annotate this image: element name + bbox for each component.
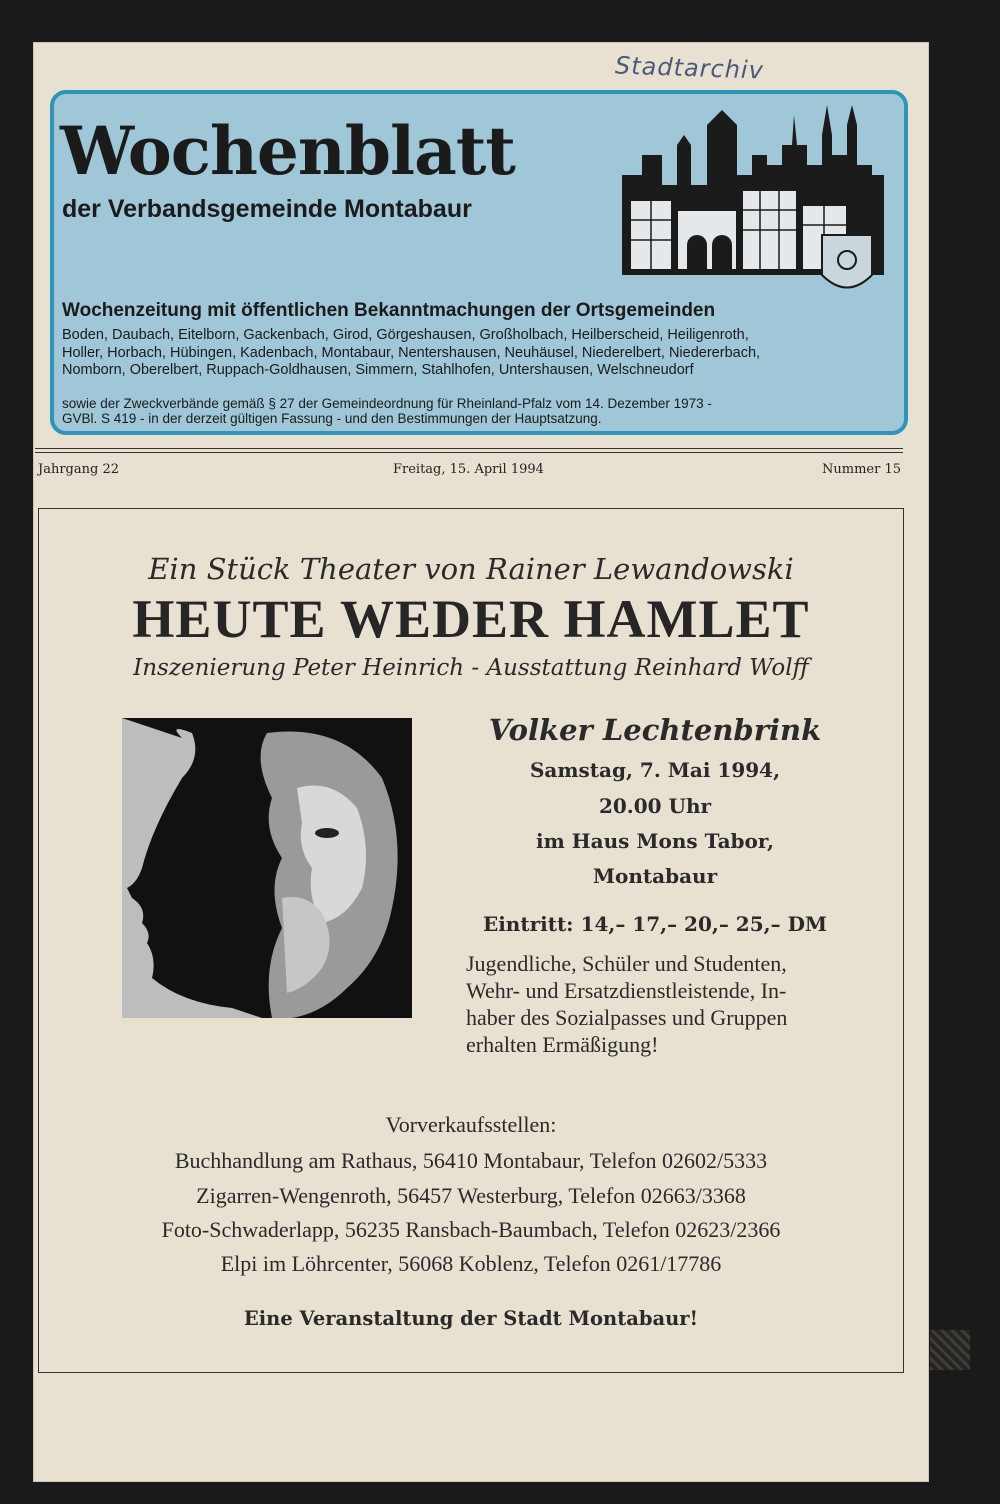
reduction-note-line: Jugendliche, Schüler und Studenten, <box>466 951 787 976</box>
presale-outlet: Buchhandlung am Rathaus, 56410 Montabaur, Telefon 02602/5333 <box>174 1148 768 1173</box>
event-time: 20.00 Uhr <box>598 794 712 818</box>
presale-outlet: Elpi im Löhrcenter, 56068 Koblenz, Telefon 0261/17786 <box>220 1251 722 1276</box>
town-list <box>62 327 892 380</box>
reduction-note <box>466 950 876 1058</box>
handwritten-annotation: Stadtarchiv <box>614 51 765 85</box>
town-skyline-icon <box>622 105 892 305</box>
event-date: Samstag, 7. Mai 1994, <box>529 758 781 782</box>
masthead-subtitle: der Verbandsgemeinde Montabaur <box>62 195 472 223</box>
presale-outlet: Zigarren-Wengenroth, 56457 Westerburg, Telefon 02663/3368 <box>196 1183 746 1208</box>
header-rule-top <box>35 448 903 449</box>
edge-pattern-decoration <box>930 1330 970 1370</box>
presale-heading: Vorverkaufsstellen: <box>385 1112 557 1137</box>
organizer-line: Eine Veranstaltung der Stadt Montabaur! <box>243 1307 699 1330</box>
legal-note <box>62 396 892 426</box>
event-city: Montabaur <box>592 864 718 888</box>
issue-number: Nummer 15 <box>822 462 901 477</box>
masthead-title: Wochenblatt <box>60 112 515 190</box>
ad-author-line: Ein Stück Theater von Rainer Lewandowski <box>148 552 794 586</box>
issue-volume: Jahrgang 22 <box>38 462 119 477</box>
town-list-line: Holler, Horbach, Hübingen, Kadenbach, Montabaur, Nentershausen, Neuhäusel, Niederelbert, Niedererbach, <box>62 344 761 361</box>
ad-credits: Inszenierung Peter Heinrich - Ausstattung Reinhard Wolff <box>133 655 809 681</box>
issue-date: Freitag, 15. April 1994 <box>393 462 544 477</box>
reduction-note-line: erhalten Ermäßigung! <box>466 1032 659 1057</box>
admission-prices: Eintritt: 14,– 17,– 20,– 25,– DM <box>482 912 828 936</box>
town-list-line: Boden, Daubach, Eitelborn, Gackenbach, Girod, Görgeshausen, Großholbach, Heilberscheid, Heiligenroth, <box>62 327 749 343</box>
reduction-note-line: haber des Sozialpasses und Gruppen <box>466 1005 788 1030</box>
event-venue: im Haus Mons Tabor, <box>536 829 774 853</box>
ad-title: HEUTE WEDER HAMLET <box>132 589 810 649</box>
legal-note-line: sowie der Zweckverbände gemäß § 27 der Gemeindeordnung für Rheinland-Pfalz vom 14. Dezember 1973 - <box>62 396 712 411</box>
legal-note-line: GVBl. S 419 - in der derzeit gültigen Fassung - und den Bestimmungen der Hauptsatzung. <box>62 411 602 426</box>
town-list-line: Nomborn, Oberelbert, Ruppach-Goldhausen, Simmern, Stahlhofen, Untershausen, Welschneudorf <box>62 362 694 378</box>
masthead-lead: Wochenzeitung mit öffentlichen Bekanntmachungen der Ortsgemeinden <box>62 300 716 321</box>
header-rule-bottom <box>35 452 903 453</box>
actor-name: Volker Lechtenbrink <box>488 713 822 747</box>
presale-outlet: Foto-Schwaderlapp, 56235 Ransbach-Baumbach, Telefon 02623/2366 <box>161 1217 781 1242</box>
reduction-note-line: Wehr- und Ersatzdienstleistende, In- <box>466 978 787 1003</box>
actor-portrait-photo <box>122 718 412 1018</box>
